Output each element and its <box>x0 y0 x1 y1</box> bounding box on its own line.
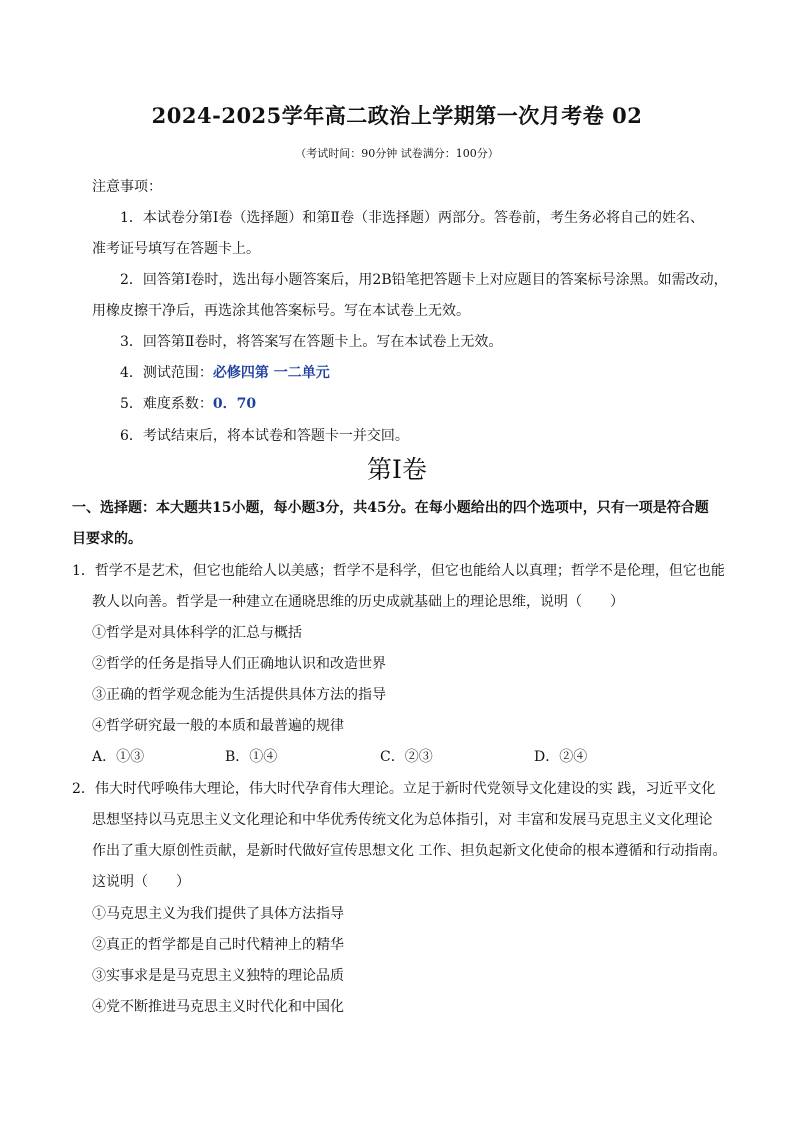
notice-item-1-cont: 准考证号填写在答题卡上。 <box>92 241 260 257</box>
section-title: 第Ⅰ卷 <box>367 455 427 484</box>
question-2-stem-cont-1: 思想坚持以马克思主义文化理论和中华优秀传统文化为总体指引，对 丰富和发展马克思主义文化理论 <box>92 812 713 828</box>
notice-item-4 <box>120 362 330 382</box>
question-1-option-b: B．①④ <box>225 749 278 765</box>
notice-item-2-cont: 用橡皮擦干净后，再选涂其他答案标号。写在本试卷上无效。 <box>92 303 470 319</box>
part-instructions: 一、选择题：本大题共15小题，每小题3分，共45分。在每小题给出的四个选项中，只有一项是符合题 <box>72 500 709 516</box>
question-1-statement-2: ②哲学的任务是指导人们正确地认识和改造世界 <box>92 656 386 672</box>
page-title: 2024-2025学年高二政治上学期第一次月考卷 02 <box>151 103 643 128</box>
question-1-option-d: D．②④ <box>534 749 588 765</box>
question-2-statement-2: ②真正的哲学都是自己时代精神上的精华 <box>92 937 344 953</box>
question-2-stem-cont-3: 这说明（ ） <box>92 874 190 890</box>
part-instructions-cont: 目要求的。 <box>72 531 142 547</box>
question-1-option-a: A．①③ <box>92 749 145 765</box>
question-1-stem: 1．哲学不是艺术，但它也能给人以美感；哲学不是科学，但它也能给人以真理；哲学不是伦理，但它也能 <box>72 563 725 579</box>
question-2-statement-3: ③实事求是是马克思主义独特的理论品质 <box>92 968 344 984</box>
question-2-statement-4: ④党不断推进马克思主义时代化和中国化 <box>92 999 344 1015</box>
question-2-statement-1: ①马克思主义为我们提供了具体方法指导 <box>92 906 344 922</box>
question-1-statement-1: ①哲学是对具体科学的汇总与概括 <box>92 625 302 641</box>
notice-item-3: 3．回答第Ⅱ卷时，将答案写在答题卡上。写在本试卷上无效。 <box>120 334 503 350</box>
test-scope: 必修四第 一二单元 <box>212 365 330 381</box>
question-1-option-c: C．②③ <box>380 749 433 765</box>
difficulty-value: 0．70 <box>212 396 257 412</box>
notice-item-5-label: 5．难度系数： <box>120 396 213 412</box>
question-2-stem-cont-2: 作出了重大原创性贡献，是新时代做好宣传思想文化 工作、担负起新文化使命的根本遵循和行动指南。 <box>92 843 727 859</box>
notice-item-6: 6．考试结束后，将本试卷和答题卡一并交回。 <box>120 428 409 444</box>
notice-item-1: 1．本试卷分第Ⅰ卷（选择题）和第Ⅱ卷（非选择题）两部分。答卷前，考生务必将自己的姓名、 <box>120 210 704 226</box>
notice-item-2: 2．回答第Ⅰ卷时，选出每小题答案后，用2B铅笔把答题卡上对应题目的答案标号涂黑。如需改动， <box>120 272 728 288</box>
notice-item-5 <box>120 393 256 413</box>
question-1-statement-3: ③正确的哲学观念能为生活提供具体方法的指导 <box>92 687 386 703</box>
question-1-stem-cont: 教人以向善。哲学是一种建立在通晓思维的历史成就基础上的理论思维，说明（ ） <box>92 594 624 610</box>
question-1-statement-4: ④哲学研究最一般的本质和最普遍的规律 <box>92 718 344 734</box>
exam-info: （考试时间：90分钟 试卷满分：100分） <box>295 147 499 160</box>
notice-heading: 注意事项： <box>92 179 162 195</box>
notice-item-4-label: 4．测试范围： <box>120 365 213 381</box>
question-2-stem: 2．伟大时代呼唤伟大理论，伟大时代孕育伟大理论。立足于新时代党领导文化建设的实 践，习近平文化 <box>72 781 716 797</box>
